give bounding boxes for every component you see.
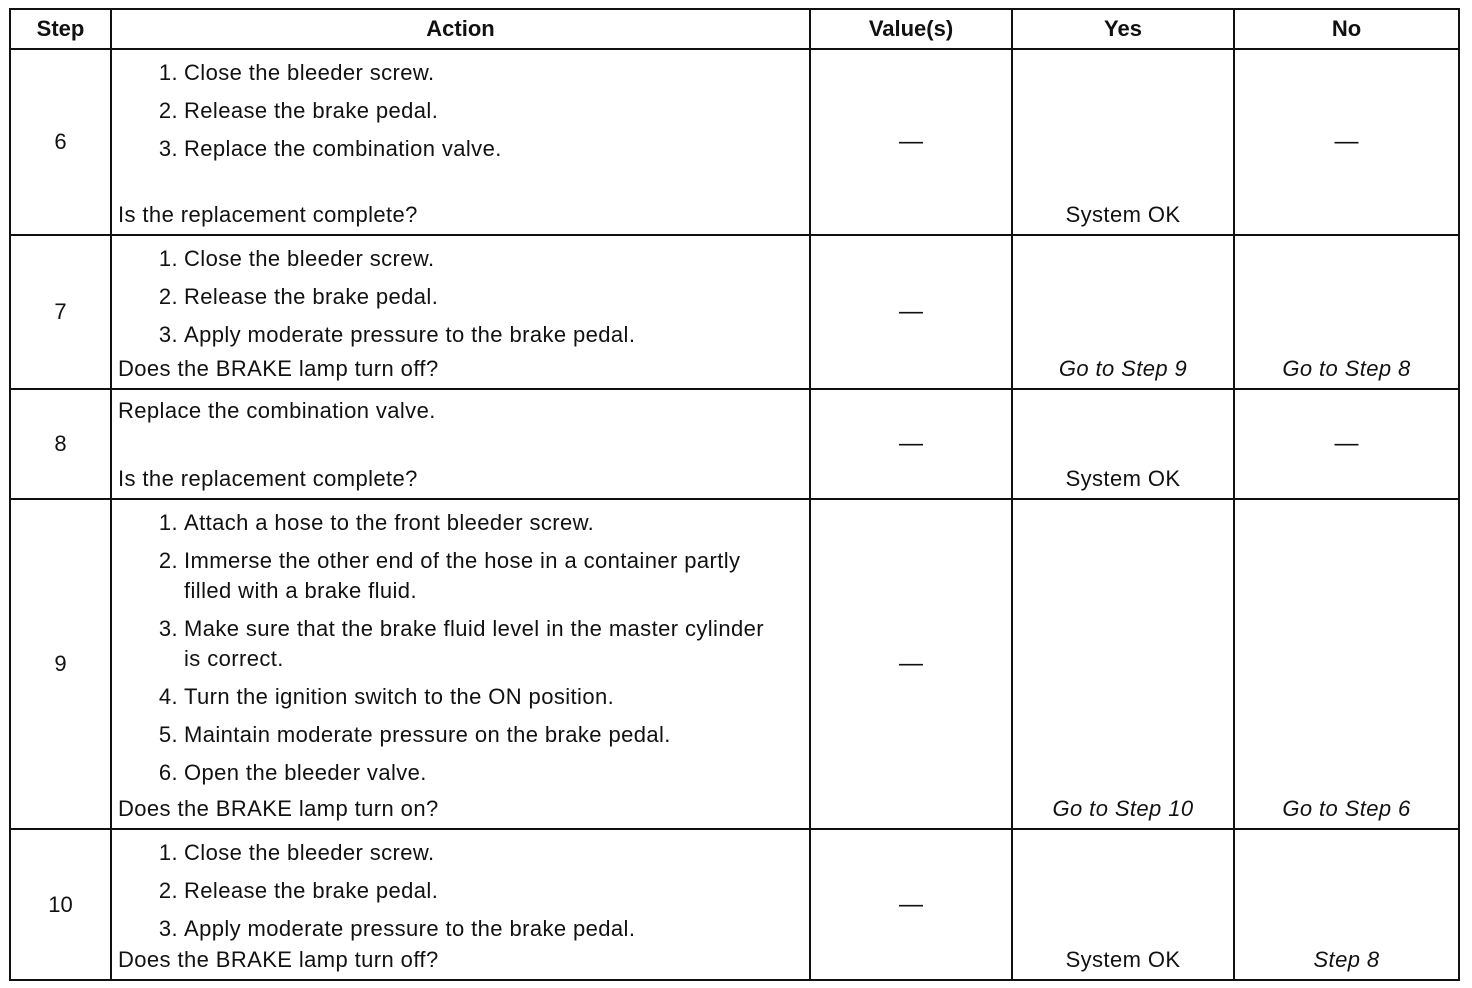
item-text: Turn the ignition switch to the ON position.	[184, 684, 615, 709]
value-cell: —	[810, 389, 1012, 499]
item-number: 6.	[158, 760, 178, 785]
item-text: Close the bleeder screw.	[184, 840, 435, 865]
item-number: 2.	[158, 548, 178, 573]
list-item	[112, 876, 809, 906]
item-text: Immerse the other end of the hose in a container partly filled with a brake fluid.	[184, 548, 741, 603]
list-item	[112, 282, 809, 312]
action-list	[112, 58, 809, 164]
no-result: Go to Step 8	[1282, 356, 1411, 381]
list-item	[112, 96, 809, 126]
table-row	[10, 499, 1459, 829]
item-text: Replace the combination valve.	[184, 136, 502, 161]
no-cell: —	[1234, 49, 1459, 235]
item-number: 2.	[158, 878, 178, 903]
value-cell: —	[810, 829, 1012, 980]
action-list	[112, 838, 809, 944]
value-cell: —	[810, 49, 1012, 235]
yes-result: Go to Step 9	[1058, 356, 1188, 381]
table-row	[10, 235, 1459, 389]
question-text: Is the replacement complete?	[118, 466, 418, 491]
action-list	[112, 508, 809, 788]
value-cell: —	[810, 499, 1012, 829]
action-cell	[111, 49, 810, 235]
no-cell	[1234, 499, 1459, 829]
item-number: 3.	[158, 322, 178, 347]
item-text: Apply moderate pressure to the brake pedal.	[184, 916, 636, 941]
question-text: Does the BRAKE lamp turn off?	[118, 356, 439, 381]
list-item	[112, 508, 809, 538]
value-cell: —	[810, 235, 1012, 389]
header-step: Step	[10, 9, 111, 49]
action-cell	[111, 235, 810, 389]
item-text: Release the brake pedal.	[184, 878, 439, 903]
list-item	[112, 320, 809, 350]
item-number: 2.	[158, 284, 178, 309]
list-item	[112, 914, 809, 944]
step-number: 10	[10, 829, 111, 980]
list-item	[112, 546, 809, 606]
step-number: 8	[10, 389, 111, 499]
yes-result: Go to Step 10	[1052, 796, 1194, 821]
question-text: Does the BRAKE lamp turn off?	[118, 947, 439, 972]
item-text: Open the bleeder valve.	[184, 760, 427, 785]
item-number: 4.	[158, 684, 178, 709]
action-cell	[111, 829, 810, 980]
item-text: Make sure that the brake fluid level in the master cylinder is correct.	[184, 616, 764, 671]
step-number: 6	[10, 49, 111, 235]
list-item	[112, 758, 809, 788]
yes-cell	[1012, 499, 1234, 829]
yes-cell	[1012, 829, 1234, 980]
header-no: No	[1234, 9, 1459, 49]
no-cell: —	[1234, 389, 1459, 499]
item-text: Close the bleeder screw.	[184, 60, 435, 85]
no-cell	[1234, 829, 1459, 980]
no-result: Go to Step 6	[1282, 796, 1411, 821]
item-number: 5.	[158, 722, 178, 747]
item-number: 1.	[158, 60, 178, 85]
item-text: Release the brake pedal.	[184, 284, 439, 309]
list-item	[112, 720, 809, 750]
yes-result: System OK	[1065, 466, 1181, 491]
item-number: 3.	[158, 136, 178, 161]
header-values: Value(s)	[810, 9, 1012, 49]
list-item	[112, 838, 809, 868]
list-item	[112, 134, 809, 164]
item-text: Release the brake pedal.	[184, 98, 439, 123]
action-cell	[111, 499, 810, 829]
yes-result: System OK	[1065, 202, 1181, 227]
yes-cell	[1012, 235, 1234, 389]
item-text: Maintain moderate pressure on the brake pedal.	[184, 722, 671, 747]
header-row	[10, 9, 1459, 49]
action-text: Replace the combination valve.	[118, 398, 436, 423]
item-number: 3.	[158, 616, 178, 641]
question-text: Is the replacement complete?	[118, 202, 418, 227]
list-item	[112, 682, 809, 712]
action-cell	[111, 389, 810, 499]
list-item	[112, 58, 809, 88]
item-number: 1.	[158, 840, 178, 865]
item-number: 2.	[158, 98, 178, 123]
table-row	[10, 49, 1459, 235]
yes-result: System OK	[1065, 947, 1181, 972]
no-cell	[1234, 235, 1459, 389]
item-number: 1.	[158, 246, 178, 271]
item-text: Attach a hose to the front bleeder screw.	[184, 510, 595, 535]
yes-cell	[1012, 389, 1234, 499]
item-number: 1.	[158, 510, 178, 535]
step-number: 7	[10, 235, 111, 389]
item-text: Apply moderate pressure to the brake pedal.	[184, 322, 636, 347]
item-number: 3.	[158, 916, 178, 941]
no-result: Step 8	[1313, 947, 1380, 972]
question-text: Does the BRAKE lamp turn on?	[118, 796, 439, 821]
diagnostic-table	[9, 8, 1460, 981]
yes-cell	[1012, 49, 1234, 235]
list-item	[112, 614, 809, 674]
table-row	[10, 389, 1459, 499]
item-text: Close the bleeder screw.	[184, 246, 435, 271]
action-list	[112, 244, 809, 350]
table-row	[10, 829, 1459, 980]
step-number: 9	[10, 499, 111, 829]
header-yes: Yes	[1012, 9, 1234, 49]
list-item	[112, 244, 809, 274]
header-action: Action	[111, 9, 810, 49]
